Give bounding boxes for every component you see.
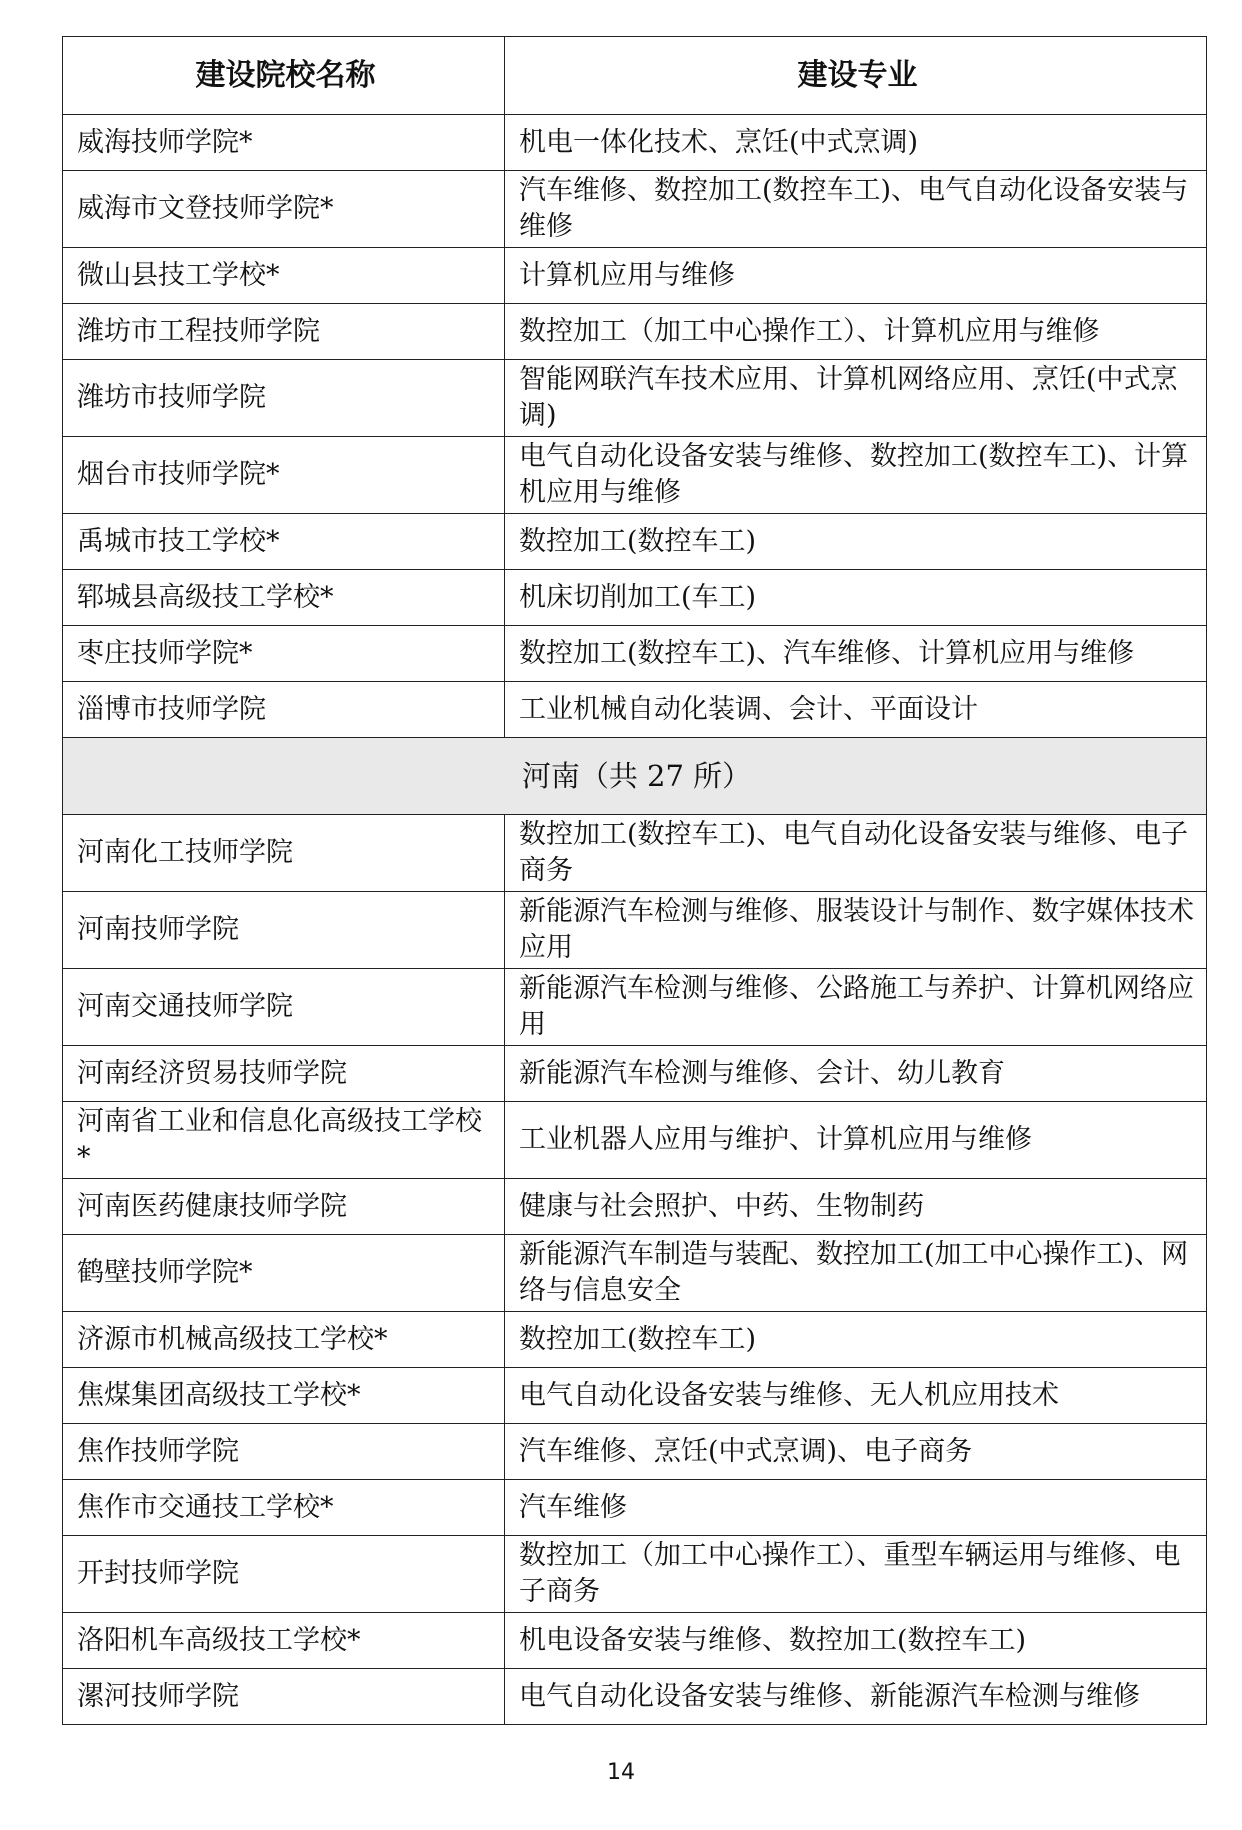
school-cell: 河南经济贸易技师学院 — [63, 1046, 505, 1102]
school-cell: 潍坊市工程技师学院 — [63, 304, 505, 360]
school-cell: 枣庄技师学院* — [63, 626, 505, 682]
header-major: 建设专业 — [505, 37, 1207, 115]
table-row — [63, 248, 1207, 304]
region-header-row — [63, 738, 1207, 815]
major-cell: 汽车维修、烹饪(中式烹调)、电子商务 — [505, 1424, 1207, 1480]
table-row — [63, 570, 1207, 626]
school-cell: 济源市机械高级技工学校* — [63, 1312, 505, 1368]
table-header-row — [63, 37, 1207, 115]
table-row — [63, 171, 1207, 248]
school-cell: 河南交通技师学院 — [63, 969, 505, 1046]
major-cell: 数控加工(数控车工) — [505, 514, 1207, 570]
school-cell: 微山县技工学校* — [63, 248, 505, 304]
school-cell: 烟台市技师学院* — [63, 437, 505, 514]
school-cell: 河南化工技师学院 — [63, 815, 505, 892]
major-cell: 计算机应用与维修 — [505, 248, 1207, 304]
table-row — [63, 1424, 1207, 1480]
table-row — [63, 1368, 1207, 1424]
major-cell: 新能源汽车检测与维修、会计、幼儿教育 — [505, 1046, 1207, 1102]
table-row — [63, 1312, 1207, 1368]
school-cell: 鹤壁技师学院* — [63, 1235, 505, 1312]
table-row — [63, 815, 1207, 892]
school-cell: 河南技师学院 — [63, 892, 505, 969]
table-row — [63, 1102, 1207, 1179]
table-row — [63, 514, 1207, 570]
major-cell: 电气自动化设备安装与维修、无人机应用技术 — [505, 1368, 1207, 1424]
table-row — [63, 437, 1207, 514]
major-cell: 机床切削加工(车工) — [505, 570, 1207, 626]
table-row — [63, 304, 1207, 360]
major-cell: 智能网联汽车技术应用、计算机网络应用、烹饪(中式烹调) — [505, 360, 1207, 437]
school-cell: 禹城市技工学校* — [63, 514, 505, 570]
major-cell: 新能源汽车制造与装配、数控加工(加工中心操作工)、网络与信息安全 — [505, 1235, 1207, 1312]
major-cell: 汽车维修 — [505, 1480, 1207, 1536]
table-row — [63, 969, 1207, 1046]
school-cell: 威海市文登技师学院* — [63, 171, 505, 248]
table-row — [63, 626, 1207, 682]
major-cell: 新能源汽车检测与维修、服装设计与制作、数字媒体技术应用 — [505, 892, 1207, 969]
major-cell: 电气自动化设备安装与维修、新能源汽车检测与维修 — [505, 1669, 1207, 1725]
major-cell: 数控加工(数控车工)、汽车维修、计算机应用与维修 — [505, 626, 1207, 682]
major-cell: 机电设备安装与维修、数控加工(数控车工) — [505, 1613, 1207, 1669]
school-cell: 淄博市技师学院 — [63, 682, 505, 738]
table-row — [63, 892, 1207, 969]
major-cell: 工业机器人应用与维护、计算机应用与维修 — [505, 1102, 1207, 1179]
major-cell: 电气自动化设备安装与维修、数控加工(数控车工)、计算机应用与维修 — [505, 437, 1207, 514]
major-cell: 汽车维修、数控加工(数控车工)、电气自动化设备安装与维修 — [505, 171, 1207, 248]
major-cell: 工业机械自动化装调、会计、平面设计 — [505, 682, 1207, 738]
table-row — [63, 1669, 1207, 1725]
school-cell: 漯河技师学院 — [63, 1669, 505, 1725]
table-row — [63, 1480, 1207, 1536]
school-cell: 威海技师学院* — [63, 115, 505, 171]
school-cell: 洛阳机车高级技工学校* — [63, 1613, 505, 1669]
school-cell: 河南省工业和信息化高级技工学校* — [63, 1102, 505, 1179]
school-cell: 焦作技师学院 — [63, 1424, 505, 1480]
table-row — [63, 1046, 1207, 1102]
table-row — [63, 682, 1207, 738]
region-title: 河南（共 27 所） — [63, 738, 1207, 815]
table-row — [63, 1613, 1207, 1669]
school-cell: 焦煤集团高级技工学校* — [63, 1368, 505, 1424]
school-cell: 开封技师学院 — [63, 1536, 505, 1613]
table-row — [63, 360, 1207, 437]
major-cell: 数控加工(数控车工)、电气自动化设备安装与维修、电子商务 — [505, 815, 1207, 892]
school-cell: 焦作市交通技工学校* — [63, 1480, 505, 1536]
header-school-name: 建设院校名称 — [63, 37, 505, 115]
page-number: 14 — [607, 1760, 635, 1785]
major-cell: 数控加工(数控车工) — [505, 1312, 1207, 1368]
major-cell: 数控加工（加工中心操作工）、重型车辆运用与维修、电子商务 — [505, 1536, 1207, 1613]
school-cell: 河南医药健康技师学院 — [63, 1179, 505, 1235]
major-cell: 健康与社会照护、中药、生物制药 — [505, 1179, 1207, 1235]
table-row — [63, 1235, 1207, 1312]
table-row — [63, 1536, 1207, 1613]
major-cell: 新能源汽车检测与维修、公路施工与养护、计算机网络应用 — [505, 969, 1207, 1046]
major-cell: 数控加工（加工中心操作工）、计算机应用与维修 — [505, 304, 1207, 360]
school-cell: 郓城县高级技工学校* — [63, 570, 505, 626]
table-row — [63, 115, 1207, 171]
table-row — [63, 1179, 1207, 1235]
school-cell: 潍坊市技师学院 — [63, 360, 505, 437]
schools-table — [62, 36, 1207, 1725]
major-cell: 机电一体化技术、烹饪(中式烹调) — [505, 115, 1207, 171]
